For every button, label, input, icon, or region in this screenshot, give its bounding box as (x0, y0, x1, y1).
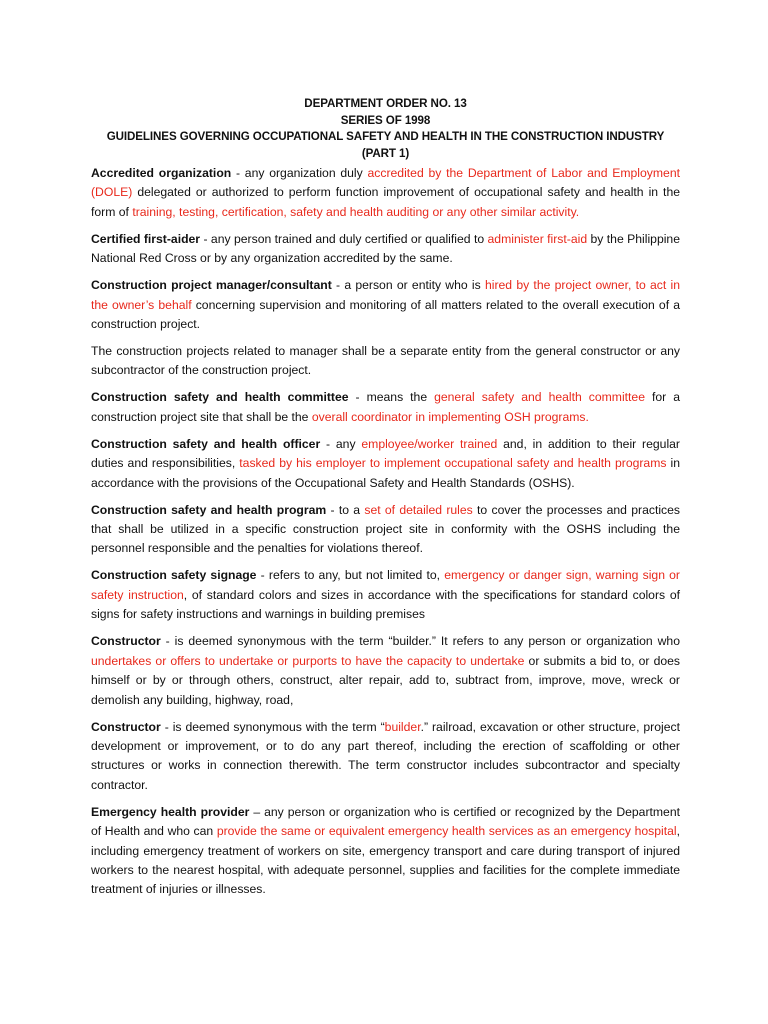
highlighted-text: hired by the project owner, to act in the owner’s behalf (91, 278, 680, 312)
document-header (91, 96, 680, 162)
body-text: and, in addition to their regular duties and responsibilities, (91, 436, 680, 471)
body-text: , including emergency treatment of workers on site, emergency transport and care during transport of injured workers to the nearest hospital, with adequate personnel, supplies and facilities for the complete immediate treatment of injuries or illnesses. (91, 824, 680, 897)
term-label: Construction safety and health committee (91, 390, 349, 405)
highlighted-text: provide the same or equivalent emergency health services as an emergency hospital (216, 824, 677, 839)
para-emergency-health-provider (91, 803, 680, 900)
body-text: The construction projects related to manager shall be a separate entity from the general constructor or any subcontractor of the construction project. (91, 344, 680, 378)
body-text: – any person or organization who is certified or recognized by the Department of Health and who can (91, 804, 680, 839)
definitions-list (91, 164, 680, 900)
highlighted-text: administer first-aid (487, 231, 588, 246)
part-heading: (PART 1) (361, 146, 410, 160)
guidelines-title: GUIDELINES GOVERNING OCCUPATIONAL SAFETY AND HEALTH IN THE CONSTRUCTION INDUSTRY (106, 130, 665, 143)
body-text: - is deemed synonymous with the term “builder.” It refers to any person or organization who (160, 634, 680, 649)
term-label: Emergency health provider (91, 804, 250, 819)
para-accredited-organization (91, 164, 680, 222)
highlighted-text: set of detailed rules (364, 502, 473, 517)
highlighted-text: undertakes or offers to undertake or purports to have the capacity to undertake (91, 653, 525, 668)
highlighted-text: overall coordinator in implementing OSH programs. (311, 409, 589, 424)
body-text: - any organization duly (231, 166, 368, 180)
highlighted-text: general safety and health committee (434, 390, 645, 405)
para-safety-program (91, 501, 680, 559)
document-page (91, 96, 680, 907)
body-text: in accordance with the provisions of the Occupational Safety and Health Standards (OSHS). (91, 456, 680, 490)
para-constructor-2 (91, 718, 680, 796)
body-text: for a construction project site that shall be the (91, 390, 680, 424)
highlighted-text: emergency or danger sign, warning sign or safety instruction (91, 568, 680, 602)
body-text: delegated or authorized to perform function improvement of occupational safety and health in the form of (91, 185, 680, 219)
highlighted-text: builder (384, 719, 421, 734)
highlighted-text: tasked by his employer to implement occupational safety and health programs (239, 456, 667, 471)
body-text: - to a (326, 502, 365, 517)
order-number-heading: DEPARTMENT ORDER NO. 13 (304, 97, 467, 110)
series-heading: SERIES OF 1998 (340, 113, 431, 127)
body-text: by the Philippine National Red Cross or by any organization accredited by the same. (91, 231, 680, 266)
body-text: , of standard colors and sizes in accordance with the specifications for standard colors of signs for safety instructions and warnings in building premises (91, 587, 680, 622)
highlighted-text: training, testing, certification, safety and health auditing or any other similar activity. (132, 204, 580, 219)
body-text: - means the (348, 390, 435, 405)
body-text: or submits a bid to, or does himself or by or through others, construct, alter repair, add to, subtract from, improve, move, wreck or demolish any building, highway, road, (91, 653, 680, 707)
body-text: - a person or entity who is (331, 278, 485, 293)
highlighted-text: employee/worker trained (361, 436, 498, 451)
body-text: concerning supervision and monitoring of all matters related to the overall execution of a construction project. (91, 297, 680, 332)
body-text: - any person trained and duly certified or qualified to (200, 231, 488, 246)
term-label: Construction safety signage (91, 568, 257, 583)
para-safety-officer (91, 435, 680, 493)
term-label: Certified first-aider (91, 231, 201, 246)
para-safety-committee (91, 388, 680, 427)
term-label: Construction safety and health officer (91, 436, 321, 451)
body-text: - refers to any, but not limited to, (256, 568, 445, 583)
para-project-manager (91, 276, 680, 334)
term-label: Constructor (91, 719, 161, 734)
para-certified-first-aider (91, 230, 680, 269)
para-separate-entity (91, 342, 680, 381)
para-safety-signage (91, 566, 680, 624)
term-label: Constructor (91, 634, 161, 649)
body-text: - any (320, 436, 362, 451)
term-label: Construction safety and health program (91, 502, 327, 517)
body-text: .” railroad, excavation or other structure, project development or improvement, or to do any part thereof, including the erection of scaffolding or other structures or works in connection therewith. The term constructor includes subcontractor and specialty contractor. (91, 719, 680, 792)
term-label: Construction project manager/consultant (91, 278, 332, 293)
body-text: - is deemed synonymous with the term “ (160, 719, 385, 734)
highlighted-text: accredited by the Department of Labor and Employment (DOLE) (91, 166, 680, 200)
body-text: to cover the processes and practices that shall be utilized in a specific construction project site in conformity with the OSHS including the personnel responsible and the penalties for violations thereof. (91, 502, 681, 556)
term-label: Accredited organization (91, 166, 232, 180)
para-constructor-1 (91, 632, 680, 710)
